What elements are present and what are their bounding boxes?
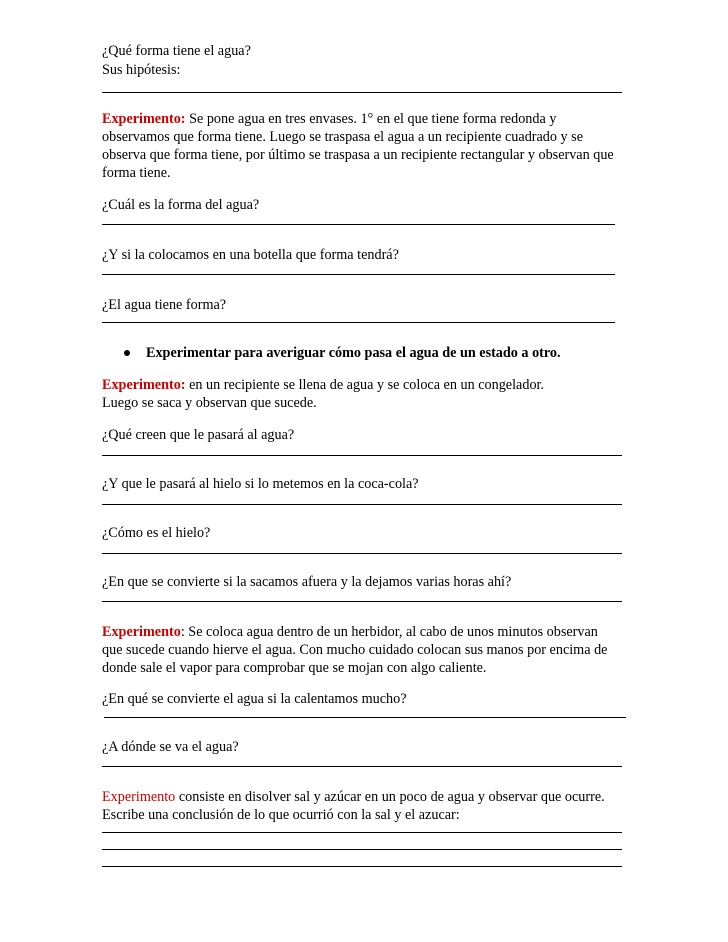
experiment-2-line-2: Luego se saca y observan que sucede. xyxy=(102,395,317,411)
question-has-shape: ¿El agua tiene forma? xyxy=(102,297,227,313)
hypotheses-label: Sus hipótesis: xyxy=(102,62,181,78)
experiment-text: Se pone agua en tres envases. 1° en el que tiene forma redonda y xyxy=(185,111,557,127)
experiment-text: : Se coloca agua dentro de un herbidor, al cabo de unos minutos observan xyxy=(180,624,598,640)
experiment-1-line-1 xyxy=(102,110,556,129)
experiment-3-line-2: que sucede cuando hierve el agua. Con mucho cuidado colocan sus manos por encima de xyxy=(102,642,608,658)
answer-line xyxy=(102,274,615,275)
answer-line xyxy=(102,504,622,505)
experiment-4-line-2: Escribe una conclusión de lo que ocurrió con la sal y el azucar: xyxy=(102,807,460,823)
question-shape-of-water: ¿Cuál es la forma del agua? xyxy=(102,197,260,213)
question-ice-coke: ¿Y que le pasará al hielo si lo metemos en la coca-cola? xyxy=(102,476,419,492)
answer-line xyxy=(102,832,622,833)
answer-line xyxy=(102,553,622,554)
experiment-label: Experimento: xyxy=(102,111,186,127)
question-ice-description: ¿Cómo es el hielo? xyxy=(102,525,211,541)
experiment-1-line-4: forma tiene. xyxy=(102,165,171,181)
experiment-label: Experimento xyxy=(102,624,181,640)
experiment-1-line-3: observa que forma tiene, por último se traspasa a un recipiente rectangular y observan que xyxy=(102,147,614,163)
question-where-water-goes: ¿A dónde se va el agua? xyxy=(102,739,239,755)
question-heat-water: ¿En qué se convierte el agua si la calentamos mucho? xyxy=(102,691,407,707)
experiment-2-line-1 xyxy=(102,376,544,395)
answer-line xyxy=(102,92,622,93)
question-what-happens: ¿Qué creen que le pasará al agua? xyxy=(102,427,295,443)
answer-line xyxy=(102,224,615,225)
experiment-label: Experimento xyxy=(102,789,176,805)
experiment-4-line-1 xyxy=(102,788,605,807)
question-ice-outside: ¿En que se convierte si la sacamos afuera y la dejamos varias horas ahí? xyxy=(102,574,512,590)
question-water-shape: ¿Qué forma tiene el agua? xyxy=(102,43,251,59)
bullet-icon xyxy=(124,350,130,356)
experiment-text: en un recipiente se llena de agua y se coloca en un congelador. xyxy=(185,377,545,393)
experiment-label: Experimento: xyxy=(102,377,186,393)
experiment-1-line-2: observamos que forma tiene. Luego se traspasa el agua a un recipiente cuadrado y se xyxy=(102,129,583,145)
answer-line xyxy=(102,766,622,767)
answer-line xyxy=(104,717,626,718)
experiment-3-line-1 xyxy=(102,623,598,642)
question-bottle-shape: ¿Y si la colocamos en una botella que forma tendrá? xyxy=(102,247,399,263)
experiment-3-line-3: donde sale el vapor para comprobar que se mojan con algo caliente. xyxy=(102,660,487,676)
bullet-heading: Experimentar para averiguar cómo pasa el agua de un estado a otro. xyxy=(146,345,561,361)
answer-line xyxy=(102,322,615,323)
answer-line xyxy=(102,455,622,456)
answer-line xyxy=(102,866,622,867)
answer-line xyxy=(102,601,622,602)
answer-line xyxy=(102,849,622,850)
experiment-text: consiste en disolver sal y azúcar en un poco de agua y observar que ocurre. xyxy=(175,789,605,805)
